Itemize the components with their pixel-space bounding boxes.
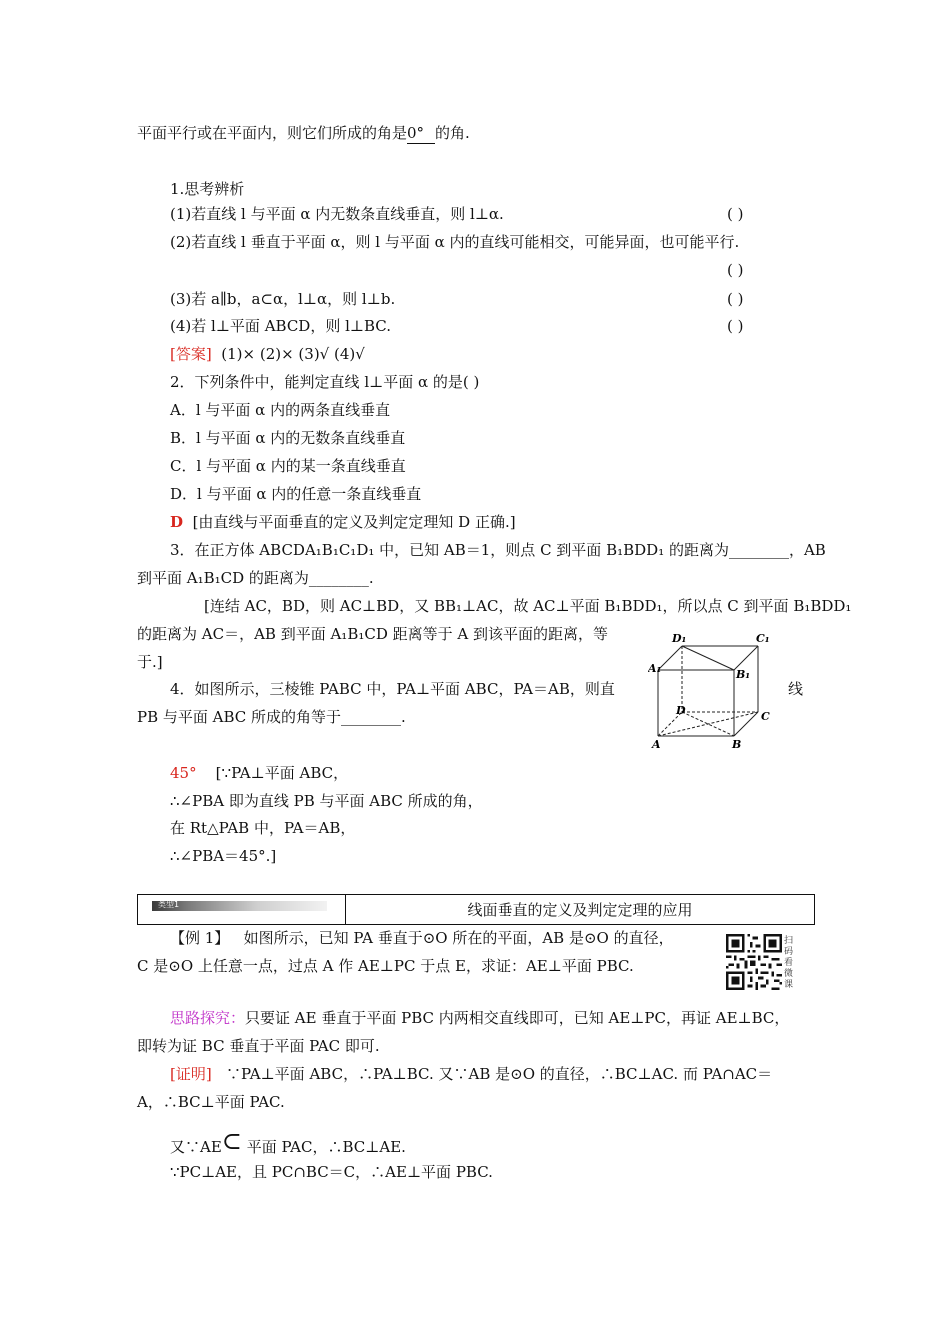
proof-line-4: ∵PC⊥AE，且 PC∩BC＝C，∴AE⊥平面 PBC. <box>170 1163 493 1181</box>
q1-item-4: (4)若 l⊥平面 ABCD，则 l⊥BC. <box>170 317 392 335</box>
intro-blank: 0° <box>407 123 435 144</box>
q4-solution-4: ∴∠PBA＝45°.] <box>170 847 277 865</box>
q3-solution-2: 的距离为 AC＝，AB 到平面 A₁B₁CD 距离等于 A 到该平面的距离，等 <box>137 625 608 643</box>
section-tag-cell <box>138 895 346 924</box>
edge-a1-d1 <box>658 646 682 670</box>
q1-item-3: (3)若 a∥b，a⊂α，l⊥α，则 l⊥b. <box>170 290 396 308</box>
subset-symbol: ⊂ <box>221 1127 242 1155</box>
idea-line-2: 即转为证 BC 垂直于平面 PAC 即可. <box>137 1037 380 1055</box>
proof-line-1 <box>170 1064 772 1084</box>
q1-paren-4: ( ) <box>727 317 744 335</box>
example-line-2: C 是⊙O 上任意一点，过点 A 作 AE⊥PC 于点 E，求证：AE⊥平面 PBC. <box>137 957 634 975</box>
proof-line-3 <box>170 1127 406 1157</box>
label-d1: D₁ <box>672 632 687 645</box>
q4-line-1-tail: 线 <box>788 680 804 698</box>
q2-option-a: A．l 与平面 α 内的两条直线垂直 <box>170 401 391 419</box>
example-text-1: 如图所示，已知 PA 垂直于⊙O 所在的平面，AB 是⊙O 的直径， <box>243 929 674 947</box>
section-tag: 类型1 <box>158 900 180 909</box>
q1-title: 1.思考辨析 <box>170 180 245 198</box>
cube-figure <box>648 628 772 752</box>
qr-code-icon[interactable] <box>726 934 782 990</box>
q2-stem: 2．下列条件中，能判定直线 l⊥平面 α 的是( ) <box>170 373 480 391</box>
diag-d1-b1 <box>682 646 734 670</box>
label-a1: A₁ <box>648 662 662 675</box>
label-c1: C₁ <box>756 632 770 645</box>
label-c: C <box>761 710 770 723</box>
q2-answer-text: [由直线与平面垂直的定义及判定定理知 D 正确.] <box>192 513 516 531</box>
intro-line <box>137 123 470 144</box>
q1-paren-3: ( ) <box>727 290 744 308</box>
q4-line-2: PB 与平面 ABC 所成的角等于________. <box>137 708 406 726</box>
q3-solution-3: 于.] <box>137 653 163 671</box>
example-line-1 <box>170 928 674 948</box>
proof-label: [证明] <box>170 1065 212 1083</box>
q1-answer <box>170 344 365 364</box>
q2-option-d: D．l 与平面 α 内的任意一条直线垂直 <box>170 485 422 503</box>
answer-text: (1)× (2)× (3)√ (4)√ <box>221 345 365 363</box>
label-a: A <box>652 738 661 751</box>
edge-b-c <box>734 712 758 736</box>
q1-paren-2: ( ) <box>727 261 744 279</box>
q4-solution-1 <box>170 763 348 783</box>
q2-option-c: C．l 与平面 α 内的某一条直线垂直 <box>170 457 406 475</box>
qr-label: 扫码看微课 <box>784 936 794 990</box>
q1-paren-1: ( ) <box>727 205 744 223</box>
diag-a-c <box>658 712 758 736</box>
label-b1: B₁ <box>736 668 751 681</box>
section-title: 线面垂直的定义及判定定理的应用 <box>467 901 693 919</box>
answer-label: [答案] <box>170 345 212 363</box>
idea-label: 思路探究： <box>170 1009 246 1027</box>
q4-line-1: 4．如图所示，三棱锥 PABC 中，PA⊥平面 ABC，PA＝AB，则直 <box>170 680 615 698</box>
q4-solution-2: ∴∠PBA 即为直线 PB 与平面 ABC 所成的角， <box>170 792 483 810</box>
proof-text-1: ∵PA⊥平面 ABC，∴PA⊥BC. 又∵AB 是⊙O 的直径，∴BC⊥AC. 而 PA∩AC＝ <box>226 1065 773 1083</box>
label-d: D <box>676 704 686 717</box>
q1-item-1: (1)若直线 l 与平面 α 内无数条直线垂直，则 l⊥α. <box>170 205 504 223</box>
q1-item-2: (2)若直线 l 垂直于平面 α，则 l 与平面 α 内的直线可能相交，可能异面，也可能平行. <box>170 233 740 251</box>
edge-b1-c1 <box>734 646 758 670</box>
q2-answer <box>170 512 516 532</box>
q3-line-2: 到平面 A₁B₁CD 的距离为________. <box>137 569 374 587</box>
intro-text: 平面平行或在平面内，则它们所成的角是 <box>137 124 408 142</box>
q2-option-b: B．l 与平面 α 内的无数条直线垂直 <box>170 429 406 447</box>
proof-line-2: A，∴BC⊥平面 PAC. <box>137 1093 285 1111</box>
q4-answer-value: 45° <box>170 764 197 782</box>
idea-line-1 <box>170 1008 789 1028</box>
q2-answer-letter: D <box>170 513 184 531</box>
label-b: B <box>732 738 742 751</box>
q4-solution-3: 在 Rt△PAB 中，PA＝AB， <box>170 819 356 837</box>
proof-text-3a: 又∵AE <box>170 1138 222 1156</box>
intro-tail: 的角. <box>435 124 470 142</box>
q4-solution-text: [∵PA⊥平面 ABC， <box>215 764 349 782</box>
idea-text-1: 只要证 AE 垂直于平面 PBC 内两相交直线即可，已知 AE⊥PC，再证 AE⊥BC， <box>245 1009 790 1027</box>
example-label: 【例 1】 <box>170 929 230 947</box>
proof-text-3b: 平面 PAC，∴BC⊥AE. <box>246 1138 406 1156</box>
q3-solution-1: [连结 AC，BD，则 AC⊥BD，又 BB₁⊥AC，故 AC⊥平面 B₁BDD₁，所以点 C 到平面 B₁BDD₁ <box>204 597 852 615</box>
section-header <box>137 894 815 925</box>
q3-line-1: 3．在正方体 ABCDA₁B₁C₁D₁ 中，已知 AB＝1，则点 C 到平面 B₁BDD₁ 的距离为________，AB <box>170 541 826 559</box>
